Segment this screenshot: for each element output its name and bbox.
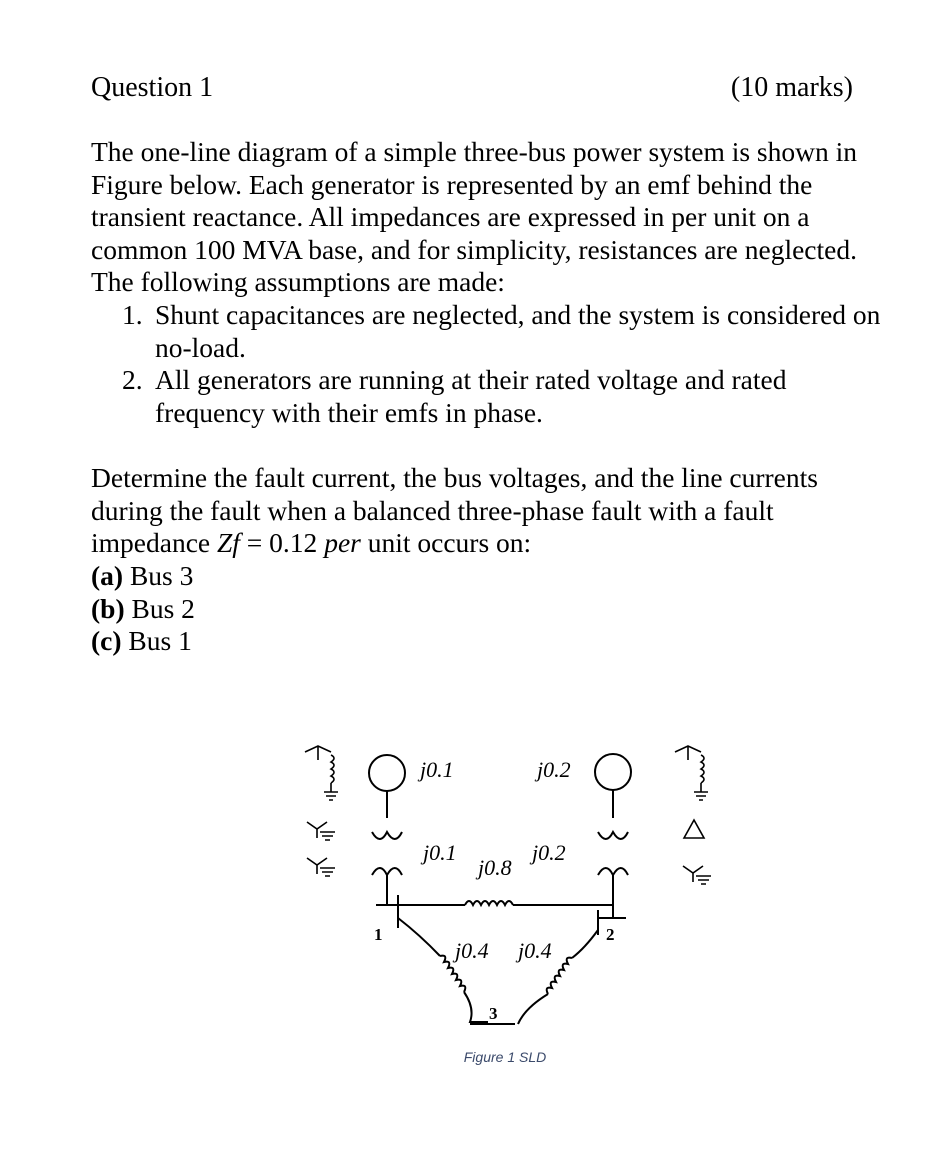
- intro-line: common 100 MVA base, and for simplicity, resistances are neglected.: [91, 233, 857, 265]
- intro-line: Figure below. Each generator is represented by an emf behind the: [91, 168, 813, 200]
- intro-line: The following assumptions are made:: [91, 266, 505, 297]
- part-label: (c): [91, 625, 122, 656]
- line-1-3: [398, 918, 440, 956]
- transformer-1-primary-icon: [372, 832, 402, 839]
- tx2-wye-icon: [683, 866, 711, 884]
- part-label: (b): [91, 592, 125, 624]
- figure-caption: Figure 1 SLD: [463, 1049, 547, 1065]
- task-line: Determine the fault current, the bus voltages, and the line currents: [91, 462, 818, 493]
- tx1-secondary-winding-icon: [307, 858, 335, 876]
- bus-1-label: 1: [374, 925, 383, 944]
- fault-impedance-value: = 0.12: [239, 527, 325, 558]
- intro-line: transient reactance. All impedances are expressed in per unit on a: [91, 201, 810, 232]
- line-2-3: [572, 930, 598, 958]
- tx2-reactance-label: j0.2: [532, 840, 566, 865]
- generator-2-icon: [595, 754, 631, 790]
- tx1-reactance-label: j0.1: [423, 840, 457, 865]
- question-title: Question 1: [91, 72, 214, 103]
- fault-impedance-symbol: Zf: [216, 527, 240, 558]
- assumption-number: 1.: [122, 299, 143, 330]
- line-2-3-inductor-icon: [547, 958, 572, 994]
- transformer-1-secondary-icon: [372, 868, 402, 875]
- part-label: (a): [91, 560, 124, 591]
- assumption-text: no-load.: [155, 331, 246, 363]
- intro-line: The one-line diagram of a simple three-bus power system is shown in: [91, 136, 857, 167]
- gen2-reactance-label: j0.2: [537, 757, 571, 782]
- gen1-grounding-icon: [305, 746, 338, 800]
- gen1-reactance-label: j0.1: [420, 757, 454, 782]
- line-1-3-to-bus3: [464, 992, 488, 1022]
- line-1-2-inductor-icon: [465, 901, 513, 905]
- assumption-number: 2.: [122, 364, 143, 395]
- fault-impedance-unit: per: [324, 527, 361, 558]
- assumption-text: Shunt capacitances are neglected, and the system is considered on: [155, 299, 881, 330]
- generator-1-icon: [369, 755, 405, 791]
- line-2-3-to-bus3: [518, 994, 548, 1024]
- line23-reactance-label: j0.4: [518, 938, 552, 963]
- transformer-2-secondary-icon: [598, 868, 628, 875]
- line12-reactance-label: j0.8: [478, 855, 512, 880]
- tx1-primary-winding-icon: [307, 822, 335, 840]
- bus-2-label: 2: [606, 925, 615, 944]
- task-line: during the fault when a balanced three-phase fault with a fault: [91, 494, 774, 526]
- task-text: impedance: [91, 527, 217, 558]
- transformer-2-primary-icon: [598, 832, 628, 839]
- task-text: unit occurs on:: [360, 527, 532, 558]
- tx2-delta-icon: [684, 820, 704, 838]
- assumption-text: All generators are running at their rated voltage and rated: [155, 364, 787, 395]
- question-marks: (10 marks): [730, 72, 853, 103]
- part-text: Bus 2: [124, 592, 195, 624]
- assumption-text: frequency with their emfs in phase.: [155, 396, 543, 428]
- part-text: Bus 3: [123, 560, 194, 591]
- line13-reactance-label: j0.4: [455, 938, 489, 963]
- bus-3-label: 3: [489, 1004, 498, 1023]
- part-text: Bus 1: [121, 625, 192, 656]
- gen2-grounding-icon: [675, 746, 708, 800]
